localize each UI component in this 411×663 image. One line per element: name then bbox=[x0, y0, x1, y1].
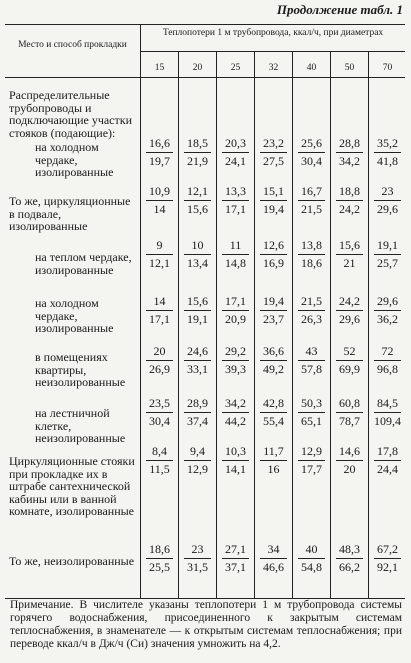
numerator-value: 14 bbox=[153, 294, 166, 308]
numerator-value: 52 bbox=[343, 344, 356, 358]
denominator-value: 109,4 bbox=[374, 414, 401, 428]
denominator-value: 25,5 bbox=[149, 560, 170, 574]
value-cell bbox=[179, 239, 216, 270]
value-cell bbox=[217, 397, 254, 428]
value-cell bbox=[331, 239, 368, 270]
value-cell bbox=[217, 185, 254, 216]
heat-loss-table bbox=[5, 24, 405, 599]
value-cell bbox=[141, 445, 178, 476]
numerator-value: 12,1 bbox=[187, 184, 208, 198]
numerator-value: 35,2 bbox=[377, 136, 398, 150]
value-cell bbox=[255, 543, 292, 574]
denominator-value: 92,1 bbox=[377, 560, 398, 574]
value-cell bbox=[217, 137, 254, 168]
row-label: на лестничной клетке, неизолированные bbox=[35, 406, 126, 445]
numerator-value: 43 bbox=[305, 344, 318, 358]
header-bottom-line bbox=[5, 77, 405, 78]
numerator-value: 19,4 bbox=[263, 294, 284, 308]
numerator-value: 25,6 bbox=[301, 136, 322, 150]
value-cell bbox=[141, 345, 178, 376]
denominator-value: 57,8 bbox=[301, 362, 322, 376]
numerator-value: 20 bbox=[153, 344, 166, 358]
value-cell bbox=[141, 239, 178, 270]
numerator-value: 23 bbox=[191, 542, 204, 556]
numerator-value: 23 bbox=[381, 184, 394, 198]
value-cell bbox=[369, 239, 406, 270]
numerator-value: 40 bbox=[305, 542, 318, 556]
header-divider bbox=[140, 51, 405, 52]
denominator-value: 29,6 bbox=[377, 202, 398, 216]
numerator-value: 24,2 bbox=[339, 294, 360, 308]
value-cell bbox=[293, 295, 330, 326]
value-cell bbox=[255, 345, 292, 376]
denominator-value: 39,3 bbox=[225, 362, 246, 376]
denominator-value: 14 bbox=[153, 202, 166, 216]
numerator-value: 18,5 bbox=[187, 136, 208, 150]
denominator-value: 34,2 bbox=[339, 154, 360, 168]
denominator-value: 25,7 bbox=[377, 256, 398, 270]
denominator-value: 20 bbox=[343, 462, 356, 476]
value-cell bbox=[331, 543, 368, 574]
numerator-value: 28,9 bbox=[187, 396, 208, 410]
value-cell bbox=[369, 543, 406, 574]
denominator-value: 17,7 bbox=[301, 462, 322, 476]
value-cell bbox=[141, 185, 178, 216]
numerator-value: 72 bbox=[381, 344, 394, 358]
value-cell bbox=[255, 445, 292, 476]
denominator-value: 65,1 bbox=[301, 414, 322, 428]
numerator-value: 15,1 bbox=[263, 184, 284, 198]
value-cell bbox=[217, 295, 254, 326]
value-cell bbox=[179, 137, 216, 168]
denominator-value: 26,9 bbox=[149, 362, 170, 376]
denominator-value: 23,7 bbox=[263, 312, 284, 326]
numerator-value: 16,7 bbox=[301, 184, 322, 198]
row-label: в помещениях квартиры, неизолированные bbox=[35, 350, 126, 389]
row-label: на теплом чердаке, изолированные bbox=[35, 250, 132, 277]
denominator-value: 12,1 bbox=[149, 256, 170, 270]
value-cell bbox=[293, 445, 330, 476]
value-cell bbox=[217, 543, 254, 574]
value-cell bbox=[293, 345, 330, 376]
numerator-value: 12,6 bbox=[263, 238, 284, 252]
numerator-value: 11,7 bbox=[263, 444, 284, 458]
value-cell bbox=[255, 137, 292, 168]
denominator-value: 30,4 bbox=[301, 154, 322, 168]
value-cell bbox=[255, 239, 292, 270]
numerator-value: 29,6 bbox=[377, 294, 398, 308]
numerator-value: 23,5 bbox=[149, 396, 170, 410]
denominator-value: 29,6 bbox=[339, 312, 360, 326]
row-label: на холодном чердаке, изолированные bbox=[35, 296, 114, 335]
value-cell bbox=[369, 137, 406, 168]
denominator-value: 49,2 bbox=[263, 362, 284, 376]
denominator-value: 19,1 bbox=[187, 312, 208, 326]
denominator-value: 19,7 bbox=[149, 154, 170, 168]
denominator-value: 30,4 bbox=[149, 414, 170, 428]
value-cell bbox=[217, 239, 254, 270]
value-cell bbox=[179, 185, 216, 216]
denominator-value: 14,1 bbox=[225, 462, 246, 476]
table-note: Примечание. В числителе указаны теплопотери 1 м трубопровода системы горячего водоснабжения, присоединенного к закрытым системам теплоснабжения, в знаменателе — к открытым системам теплоснабжения; при переводе ккал/ч в Дж/ч (Си) значения умножить на 4,2. bbox=[10, 599, 402, 650]
denominator-value: 66,2 bbox=[339, 560, 360, 574]
diameter-header: 40 bbox=[306, 63, 317, 73]
value-cell bbox=[331, 397, 368, 428]
denominator-value: 31,5 bbox=[187, 560, 208, 574]
numerator-value: 50,3 bbox=[301, 396, 322, 410]
numerator-value: 14,6 bbox=[339, 444, 360, 458]
numerator-value: 34 bbox=[267, 542, 280, 556]
continuation-label: Продолжение табл. 1 bbox=[276, 2, 403, 17]
value-cell bbox=[331, 345, 368, 376]
numerator-value: 13,3 bbox=[225, 184, 246, 198]
denominator-value: 17,1 bbox=[225, 202, 246, 216]
denominator-value: 17,1 bbox=[149, 312, 170, 326]
value-cell bbox=[217, 345, 254, 376]
denominator-value: 78,7 bbox=[339, 414, 360, 428]
denominator-value: 21 bbox=[343, 256, 356, 270]
value-cell bbox=[179, 543, 216, 574]
value-cell bbox=[141, 543, 178, 574]
numerator-value: 9 bbox=[156, 238, 163, 252]
diameter-header: 50 bbox=[344, 63, 355, 73]
value-cell bbox=[369, 445, 406, 476]
denominator-value: 12,9 bbox=[187, 462, 208, 476]
denominator-value: 54,8 bbox=[301, 560, 322, 574]
value-cell bbox=[179, 397, 216, 428]
value-cell bbox=[331, 445, 368, 476]
numerator-value: 16,6 bbox=[149, 136, 170, 150]
value-cell bbox=[255, 295, 292, 326]
denominator-value: 33,1 bbox=[187, 362, 208, 376]
diameter-header: 32 bbox=[268, 63, 279, 73]
numerator-value: 23,2 bbox=[263, 136, 284, 150]
value-cell bbox=[331, 295, 368, 326]
numerator-value: 18,6 bbox=[149, 542, 170, 556]
row-label: на холодном чердаке, изолированные bbox=[35, 140, 114, 179]
denominator-value: 27,5 bbox=[263, 154, 284, 168]
value-cell bbox=[331, 137, 368, 168]
value-cell bbox=[369, 185, 406, 216]
denominator-value: 11,5 bbox=[149, 462, 170, 476]
denominator-value: 24,1 bbox=[225, 154, 246, 168]
numerator-value: 11 bbox=[229, 238, 242, 252]
row-label: Циркуляционные стояки при прокладке их в штрабе сантехнической кабины или в ванной комнате, изолированные bbox=[9, 454, 135, 518]
denominator-value: 46,6 bbox=[263, 560, 284, 574]
numerator-value: 27,1 bbox=[225, 542, 246, 556]
denominator-value: 13,4 bbox=[187, 256, 208, 270]
denominator-value: 19,4 bbox=[263, 202, 284, 216]
denominator-value: 24,2 bbox=[339, 202, 360, 216]
diameter-header: 25 bbox=[230, 63, 241, 73]
numerator-value: 19,1 bbox=[377, 238, 398, 252]
value-cell bbox=[179, 445, 216, 476]
denominator-value: 69,9 bbox=[339, 362, 360, 376]
numerator-value: 10,9 bbox=[149, 184, 170, 198]
denominator-value: 18,6 bbox=[301, 256, 322, 270]
row-label-distribution: Распределительные трубопроводы и подключающие участки стояков (подающие): bbox=[9, 88, 133, 140]
denominator-value: 55,4 bbox=[263, 414, 284, 428]
value-cell bbox=[141, 137, 178, 168]
numerator-value: 34,2 bbox=[225, 396, 246, 410]
value-cell bbox=[331, 185, 368, 216]
diameter-header: 15 bbox=[154, 63, 165, 73]
numerator-value: 42,8 bbox=[263, 396, 284, 410]
numerator-value: 67,2 bbox=[377, 542, 398, 556]
denominator-value: 36,2 bbox=[377, 312, 398, 326]
numerator-value: 17,1 bbox=[225, 294, 246, 308]
row-label: То же, циркуляционные в подвале, изолированные bbox=[9, 194, 131, 233]
denominator-value: 14,8 bbox=[225, 256, 246, 270]
numerator-value: 24,6 bbox=[187, 344, 208, 358]
value-cell bbox=[255, 397, 292, 428]
denominator-value: 20,9 bbox=[225, 312, 246, 326]
numerator-value: 84,5 bbox=[377, 396, 398, 410]
numerator-value: 36,6 bbox=[263, 344, 284, 358]
value-cell bbox=[141, 295, 178, 326]
value-cell bbox=[179, 295, 216, 326]
diameter-header: 20 bbox=[192, 63, 203, 73]
numerator-value: 21,5 bbox=[301, 294, 322, 308]
value-cell bbox=[293, 185, 330, 216]
denominator-value: 15,6 bbox=[187, 202, 208, 216]
value-cell bbox=[369, 397, 406, 428]
numerator-value: 18,8 bbox=[339, 184, 360, 198]
value-cell bbox=[179, 345, 216, 376]
denominator-value: 24,4 bbox=[377, 462, 398, 476]
denominator-value: 96,8 bbox=[377, 362, 398, 376]
heat-loss-column-header: Теплопотери 1 м трубопровода, ккал/ч, при диаметрах bbox=[162, 28, 384, 38]
denominator-value: 41,8 bbox=[377, 154, 398, 168]
numerator-value: 13,8 bbox=[301, 238, 322, 252]
value-cell bbox=[293, 397, 330, 428]
numerator-value: 15,6 bbox=[339, 238, 360, 252]
numerator-value: 48,3 bbox=[339, 542, 360, 556]
value-cell bbox=[369, 345, 406, 376]
value-cell bbox=[293, 137, 330, 168]
numerator-value: 29,2 bbox=[225, 344, 246, 358]
numerator-value: 10 bbox=[191, 238, 204, 252]
numerator-value: 28,8 bbox=[339, 136, 360, 150]
value-cell bbox=[369, 295, 406, 326]
value-cell bbox=[141, 397, 178, 428]
numerator-value: 10,3 bbox=[225, 444, 246, 458]
numerator-value: 9,4 bbox=[190, 444, 205, 458]
numerator-value: 60,8 bbox=[339, 396, 360, 410]
value-cell bbox=[217, 445, 254, 476]
numerator-value: 12,9 bbox=[301, 444, 322, 458]
numerator-value: 15,6 bbox=[187, 294, 208, 308]
numerator-value: 8,4 bbox=[152, 444, 167, 458]
denominator-value: 37,1 bbox=[225, 560, 246, 574]
denominator-value: 26,3 bbox=[301, 312, 322, 326]
denominator-value: 21,9 bbox=[187, 154, 208, 168]
denominator-value: 37,4 bbox=[187, 414, 208, 428]
value-cell bbox=[255, 185, 292, 216]
value-cell bbox=[293, 239, 330, 270]
denominator-value: 16,9 bbox=[263, 256, 284, 270]
denominator-value: 44,2 bbox=[225, 414, 246, 428]
diameter-header: 70 bbox=[382, 63, 393, 73]
value-cell bbox=[293, 543, 330, 574]
denominator-value: 16 bbox=[267, 462, 280, 476]
row-label: То же, неизолированные bbox=[9, 554, 135, 568]
numerator-value: 20,3 bbox=[225, 136, 246, 150]
denominator-value: 21,5 bbox=[301, 202, 322, 216]
numerator-value: 17,8 bbox=[377, 444, 398, 458]
place-column-header: Место и способ прокладки bbox=[18, 40, 127, 50]
